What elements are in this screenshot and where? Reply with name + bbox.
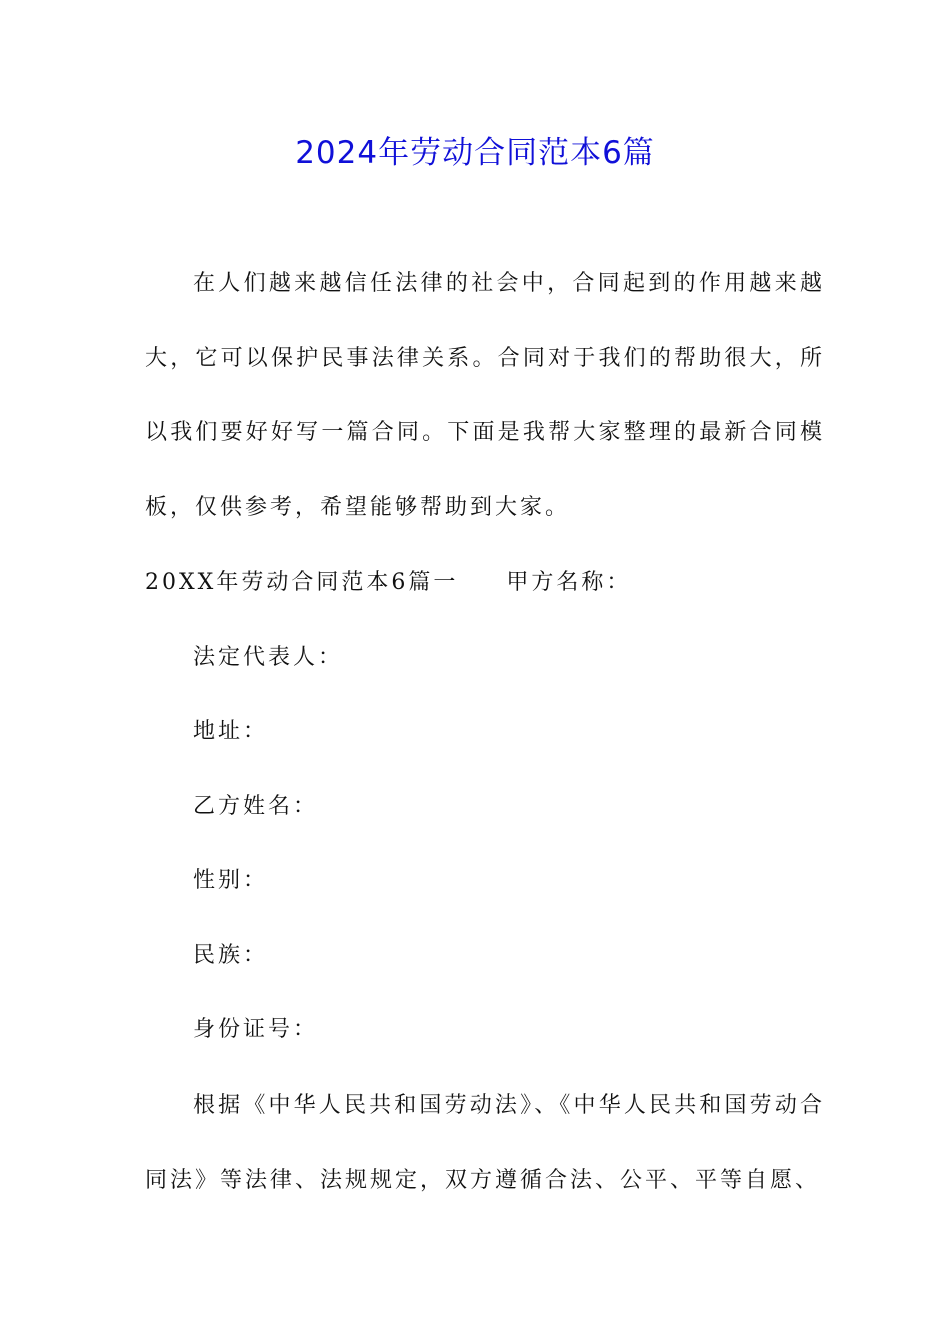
field-ethnicity: 民族： (193, 943, 269, 968)
intro-paragraph: 在人们越来越信任法律的社会中，合同起到的作用越来越大，它可以保护民事法律关系。合同对于我们的帮助很大，所以我们要好好写一篇合同。下面是我帮大家整理的最新合同模板，仅供参考，希望能够帮助到大家。 (145, 271, 825, 520)
section-heading: 20XX年劳动合同范本6篇一 (145, 570, 459, 595)
field-gender: 性别： (193, 868, 269, 893)
document-title: 2024年劳动合同范本6篇 (295, 135, 655, 171)
field-address: 地址： (193, 719, 269, 744)
section-heading-line (145, 568, 631, 598)
field-id-number: 身份证号： (193, 1017, 319, 1042)
field-legal-representative: 法定代表人： (193, 645, 344, 670)
field-party-b-name: 乙方姓名： (193, 794, 319, 819)
basis-paragraph: 根据《中华人民共和国劳动法》、《中华人民共和国劳动合同法》等法律、法规规定，双方遵循合法、公平、平等自愿、 (145, 1093, 825, 1193)
party-a-label: 甲方名称： (506, 570, 632, 595)
